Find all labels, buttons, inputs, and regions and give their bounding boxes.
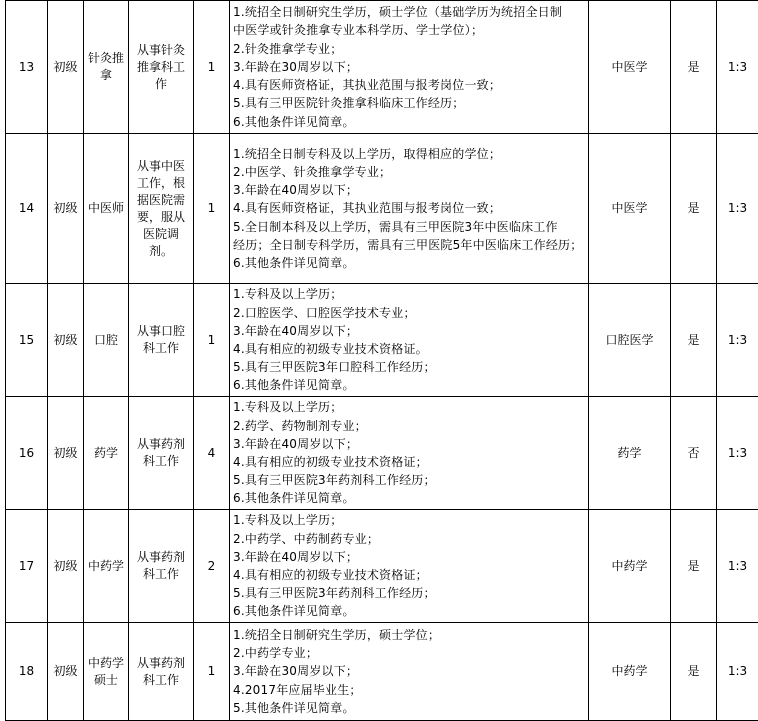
duty-cell: 从事药剂科工作 — [129, 397, 194, 510]
requirement-line: 4.具有相应的初级专业技术资格证； — [233, 453, 588, 471]
requirement-line: 6.其他条件详见简章。 — [233, 376, 588, 394]
table-row — [6, 397, 758, 510]
requirements-cell — [230, 1, 589, 134]
headcount-cell: 2 — [194, 510, 230, 623]
headcount-cell: 1 — [194, 134, 230, 284]
requirement-line: 1.统招全日制研究生学历，硕士学位（基础学历为统招全日制 — [233, 3, 588, 21]
requirement-line: 4.具有医师资格证，其执业范围与报考岗位一致； — [233, 199, 588, 217]
requirement-line: 3.年龄在30周岁以下； — [233, 662, 588, 680]
exam-subject-cell: 口腔医学 — [589, 284, 671, 397]
row-number: 14 — [6, 134, 48, 284]
requirements-cell — [230, 623, 589, 721]
requirement-line: 2.针灸推拿学专业； — [233, 40, 588, 58]
duty-cell: 从事药剂科工作 — [129, 623, 194, 721]
ratio-cell: 1:3 — [717, 510, 758, 623]
flag-cell: 是 — [671, 510, 717, 623]
requirements-cell — [230, 284, 589, 397]
duty-cell: 从事针灸推拿科工作 — [129, 1, 194, 134]
requirement-line: 1.统招全日制专科及以上学历，取得相应的学位； — [233, 145, 588, 163]
requirement-line: 3.年龄在40周岁以下； — [233, 181, 588, 199]
duty-cell: 从事口腔科工作 — [129, 284, 194, 397]
requirements-cell — [230, 397, 589, 510]
requirement-line: 5.具有三甲医院3年药剂科工作经历； — [233, 584, 588, 602]
ratio-cell: 1:3 — [717, 1, 758, 134]
headcount-cell: 1 — [194, 623, 230, 721]
level-cell: 初级 — [48, 510, 84, 623]
table-row — [6, 134, 758, 284]
level-cell: 初级 — [48, 397, 84, 510]
requirement-line: 1.专科及以上学历； — [233, 285, 588, 303]
requirement-line: 4.具有相应的初级专业技术资格证。 — [233, 340, 588, 358]
requirement-line: 2.药学、药物制剂专业； — [233, 417, 588, 435]
requirement-line: 6.其他条件详见简章。 — [233, 254, 588, 272]
recruitment-table — [5, 0, 758, 721]
requirement-line: 经历；全日制专科学历，需具有三甲医院5年中医临床工作经历； — [233, 236, 588, 254]
exam-subject-cell: 中药学 — [589, 623, 671, 721]
level-cell: 初级 — [48, 284, 84, 397]
post-name-cell: 中药学 — [84, 510, 129, 623]
requirement-line: 5.其他条件详见简章。 — [233, 699, 588, 717]
exam-subject-cell: 中药学 — [589, 510, 671, 623]
requirement-line: 4.具有相应的初级专业技术资格证； — [233, 566, 588, 584]
row-number: 13 — [6, 1, 48, 134]
requirement-line: 5.全日制本科及以上学历，需具有三甲医院3年中医临床工作 — [233, 218, 588, 236]
requirement-line: 3.年龄在40周岁以下； — [233, 322, 588, 340]
exam-subject-cell: 中医学 — [589, 1, 671, 134]
level-cell: 初级 — [48, 623, 84, 721]
ratio-cell: 1:3 — [717, 397, 758, 510]
table-row — [6, 1, 758, 134]
post-name-cell: 中医师 — [84, 134, 129, 284]
row-number: 16 — [6, 397, 48, 510]
requirements-cell — [230, 510, 589, 623]
post-name-cell: 中药学硕士 — [84, 623, 129, 721]
ratio-cell: 1:3 — [717, 284, 758, 397]
requirement-line: 3.年龄在30周岁以下； — [233, 58, 588, 76]
requirement-line: 4.具有医师资格证，其执业范围与报考岗位一致； — [233, 76, 588, 94]
requirement-line: 2.中医学、针灸推拿学专业； — [233, 163, 588, 181]
headcount-cell: 1 — [194, 1, 230, 134]
requirement-line: 6.其他条件详见简章。 — [233, 113, 588, 131]
requirement-line: 2.口腔医学、口腔医学技术专业； — [233, 304, 588, 322]
requirement-line: 6.其他条件详见简章。 — [233, 602, 588, 620]
requirement-line: 中医学或针灸推拿专业本科学历、学士学位）； — [233, 21, 588, 39]
requirement-line: 5.具有三甲医院3年口腔科工作经历； — [233, 358, 588, 376]
ratio-cell: 1:3 — [717, 134, 758, 284]
headcount-cell: 4 — [194, 397, 230, 510]
flag-cell: 是 — [671, 623, 717, 721]
level-cell: 初级 — [48, 1, 84, 134]
headcount-cell: 1 — [194, 284, 230, 397]
requirement-line: 2.中药学专业； — [233, 644, 588, 662]
requirement-line: 4.2017年应届毕业生； — [233, 681, 588, 699]
row-number: 18 — [6, 623, 48, 721]
duty-cell: 从事中医工作，根据医院需要，服从医院调剂。 — [129, 134, 194, 284]
requirement-line: 6.其他条件详见简章。 — [233, 489, 588, 507]
table-row — [6, 284, 758, 397]
exam-subject-cell: 药学 — [589, 397, 671, 510]
requirement-line: 1.统招全日制研究生学历，硕士学位； — [233, 626, 588, 644]
requirement-line: 5.具有三甲医院针灸推拿科临床工作经历； — [233, 94, 588, 112]
table-row — [6, 510, 758, 623]
table-row — [6, 623, 758, 721]
flag-cell: 是 — [671, 134, 717, 284]
flag-cell: 是 — [671, 284, 717, 397]
requirement-line: 3.年龄在40周岁以下； — [233, 548, 588, 566]
post-name-cell: 针灸推拿 — [84, 1, 129, 134]
row-number: 17 — [6, 510, 48, 623]
requirement-line: 3.年龄在40周岁以下； — [233, 435, 588, 453]
row-number: 15 — [6, 284, 48, 397]
post-name-cell: 药学 — [84, 397, 129, 510]
flag-cell: 否 — [671, 397, 717, 510]
exam-subject-cell: 中医学 — [589, 134, 671, 284]
requirement-line: 1.专科及以上学历； — [233, 511, 588, 529]
post-name-cell: 口腔 — [84, 284, 129, 397]
flag-cell: 是 — [671, 1, 717, 134]
level-cell: 初级 — [48, 134, 84, 284]
ratio-cell: 1:3 — [717, 623, 758, 721]
requirement-line: 2.中药学、中药制药专业； — [233, 530, 588, 548]
requirements-cell — [230, 134, 589, 284]
duty-cell: 从事药剂科工作 — [129, 510, 194, 623]
requirement-line: 5.具有三甲医院3年药剂科工作经历； — [233, 471, 588, 489]
requirement-line: 1.专科及以上学历； — [233, 398, 588, 416]
